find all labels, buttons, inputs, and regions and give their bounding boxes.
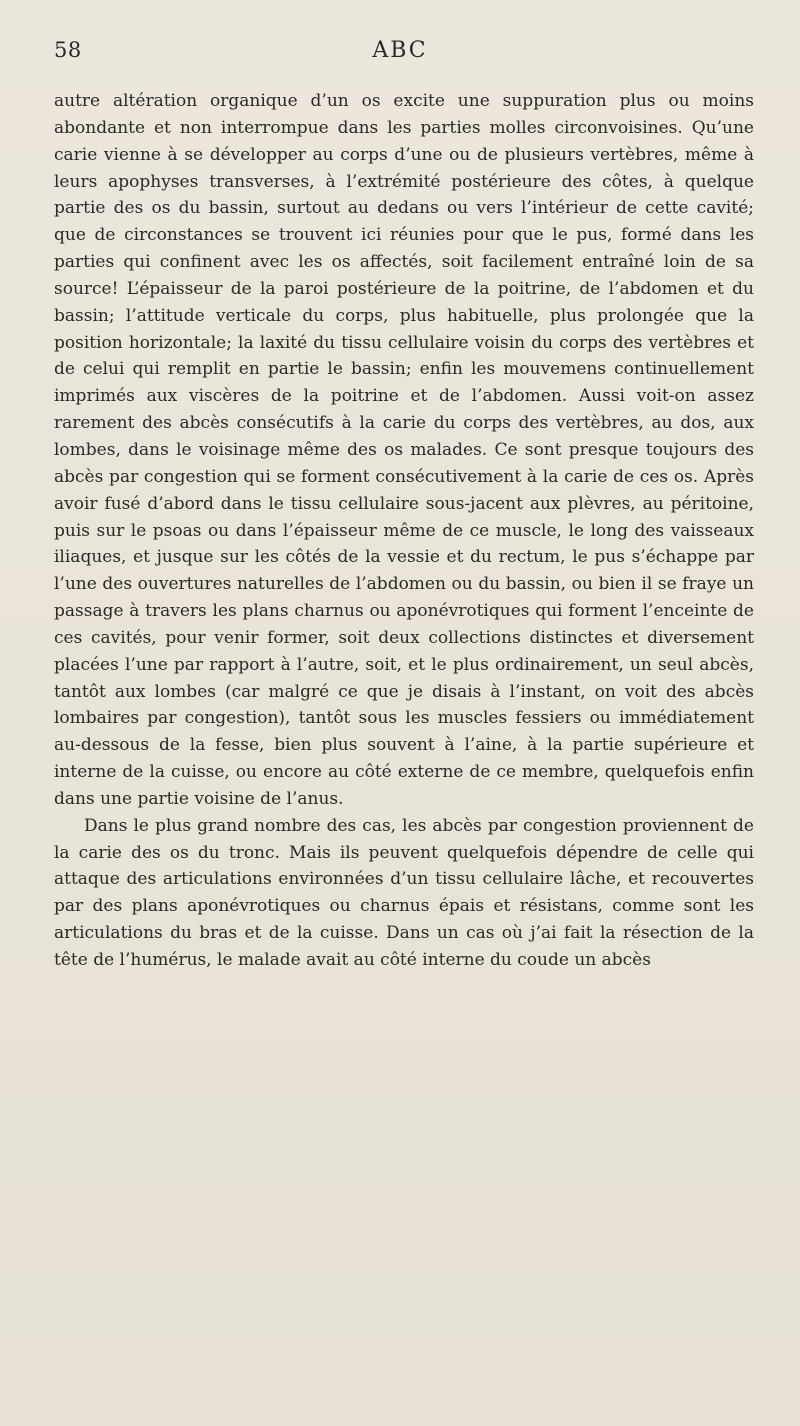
running-head: ABC: [372, 38, 428, 63]
page-number: 58: [54, 38, 82, 62]
paragraph-2: Dans le plus grand nombre des cas, les abcès par congestion proviennent de la carie des os du tronc. Mais ils peuvent quelquefois dépendre de celle qui attaque des articulations environnées d’un tissu cellulaire lâche, et recouvertes par des plans aponévrotiques ou charnus épais et résistans, comme sont les articulations du bras et de la cuisse. Dans un cas où j’ai fait la résection de la tête de l’humérus, le malade avait au côté interne du coude un abcès: [54, 815, 754, 970]
paragraph-1: autre altération organique d’un os excite une suppuration plus ou moins abondante et non interrompue dans les parties molles circonvoisines. Qu’une carie vienne à se développer au corps d’une ou de plusieurs vertèbres, même à leurs apophyses transverses, à l’extrémité postérieure des côtes, à quelque partie des os du bassin, surtout au dedans ou vers l’intérieur de cette cavité; que de circonstances se trouvent ici réunies pour que le pus, formé dans les parties qui confinent avec les os affectés, soit facilement entraîné loin de sa source! L’épaisseur de la paroi postérieure de la poitrine, de l’abdomen et du bassin; l’attitude verticale du corps, plus habituelle, plus prolongée que la position horizontale; la laxité du tissu cellulaire voisin du corps des vertèbres et de celui qui remplit en partie le bassin; enfin les mouvemens continuellement imprimés aux viscères de la poitrine et de l’abdomen. Aussi voit-on assez rarement des abcès consécutifs à la carie du corps des vertèbres, au dos, aux lombes, dans le voisinage même des os malades. Ce sont presque toujours des abcès par congestion qui se forment consécutivement à la carie de ces os. Après avoir fusé d’abord dans le tissu cellulaire sous-jacent aux plèvres, au péritoine, puis sur le psoas ou dans l’épaisseur même de ce muscle, le long des vaisseaux iliaques, et jusque sur les côtés de la vessie et du rectum, le pus s’échappe par l’une des ouvertures naturelles de l’abdomen ou du bassin, ou bien il se fraye un passage à travers les plans charnus ou aponévrotiques qui forment l’enceinte de ces cavités, pour venir former, soit deux collections distinctes et diversement placées l’une par rapport à l’autre, soit, et le plus ordinairement, un seul abcès, tantôt aux lombes (car malgré ce que je disais à l’instant, on voit des abcès lombaires par congestion), tantôt sous les muscles fessiers ou immédiatement au-dessous de la fesse, bien plus souvent à l’aine, à la partie supérieure et interne de la cuisse, ou encore au côté externe de ce membre, quelquefois enfin dans une partie voisine de l’anus.: [54, 91, 754, 809]
page-header: [54, 38, 746, 68]
body-text: [54, 88, 754, 974]
